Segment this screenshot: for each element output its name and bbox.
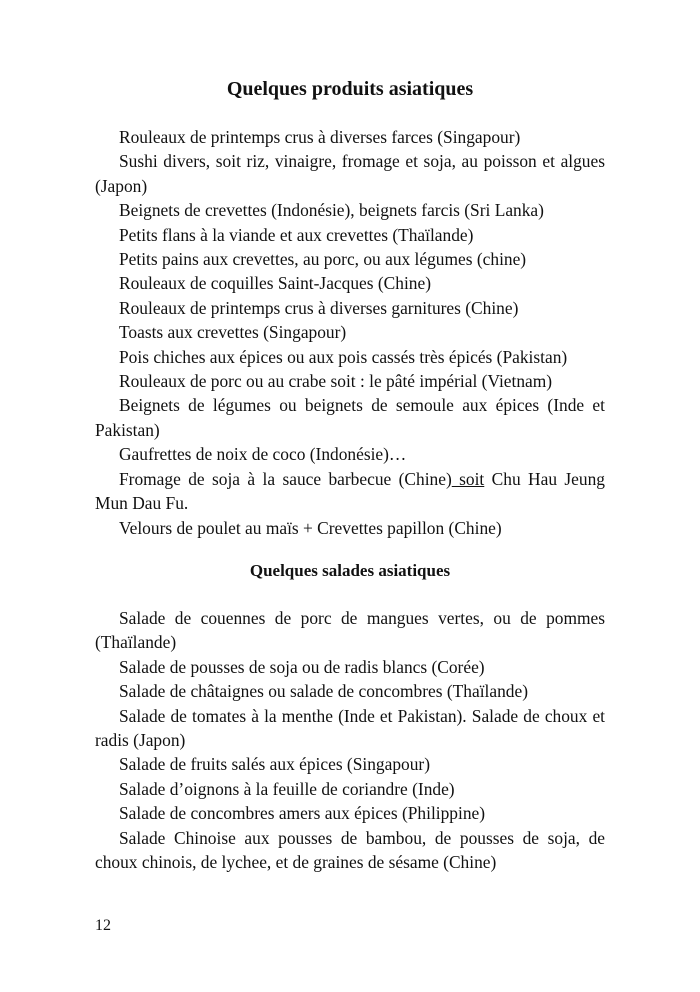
list-item: Salade de châtaignes ou salade de concombres (Thaïlande) — [119, 681, 528, 702]
list-item: Beignets de légumes ou beignets de semoule aux épices (Inde et Pakistan) — [95, 395, 605, 440]
list-item: Pois chiches aux épices ou aux pois cassés très épicés (Pakistan) — [119, 346, 568, 367]
list-item-tofu — [95, 467, 605, 516]
page-number: 12 — [95, 917, 111, 934]
list-item: Salade Chinoise aux pousses de bambou, de pousses de soja, de choux chinois, de lychee, et de graines de sésame (Chine) — [95, 827, 605, 873]
list-item: Salade de fruits salés aux épices (Singapour) — [119, 754, 431, 775]
list-item: Salade de pousses de soja ou de radis blancs (Corée) — [119, 656, 485, 677]
page-title: Quelques produits asiatiques — [226, 78, 474, 100]
salads-heading: Quelques salades asiatiques — [249, 561, 451, 580]
list-item: Toasts aux crevettes (Singapour) — [119, 322, 347, 343]
list-item: Salade de tomates à la menthe (Inde et Pakistan). Salade de choux et radis (Japon) — [95, 705, 605, 751]
tofu-text-before: Fromage de soja à la sauce barbecue (Chine) — [119, 468, 452, 489]
list-item: Salade d’oignons à la feuille de coriandre (Inde) — [119, 778, 455, 799]
tofu-text-after: Chu Hau Jeung Mun Dau Fu. — [95, 468, 605, 514]
list-item: Gaufrettes de noix de coco (Indonésie)… — [119, 444, 407, 465]
list-item: Rouleaux de printemps crus à diverses farces (Singapour) — [119, 127, 521, 147]
list-item: Petits pains aux crevettes, au porc, ou aux légumes (chine) — [119, 249, 527, 270]
tofu-underlined-word: soit — [451, 468, 485, 489]
list-item: Rouleaux de coquilles Saint-Jacques (Chine) — [119, 273, 431, 294]
list-item: Sushi divers, soit riz, vinaigre, fromage et soja, au poisson et algues (Japon) — [95, 151, 605, 196]
list-item: Velours de poulet au maïs + Crevettes papillon (Chine) — [119, 517, 502, 538]
products-list — [95, 125, 605, 540]
list-item: Salade de concombres amers aux épices (Philippine) — [119, 803, 486, 824]
list-item: Salade de couennes de porc de mangues vertes, ou de pommes (Thaïlande) — [95, 608, 605, 653]
list-item: Petits flans à la viande et aux crevettes (Thaïlande) — [119, 224, 474, 245]
salads-list — [95, 606, 605, 874]
list-item: Rouleaux de printemps crus à diverses garnitures (Chine) — [119, 297, 519, 318]
list-item: Rouleaux de porc ou au crabe soit : le pâté impérial (Vietnam) — [119, 371, 553, 392]
list-item: Beignets de crevettes (Indonésie), beignets farcis (Sri Lanka) — [119, 200, 544, 221]
